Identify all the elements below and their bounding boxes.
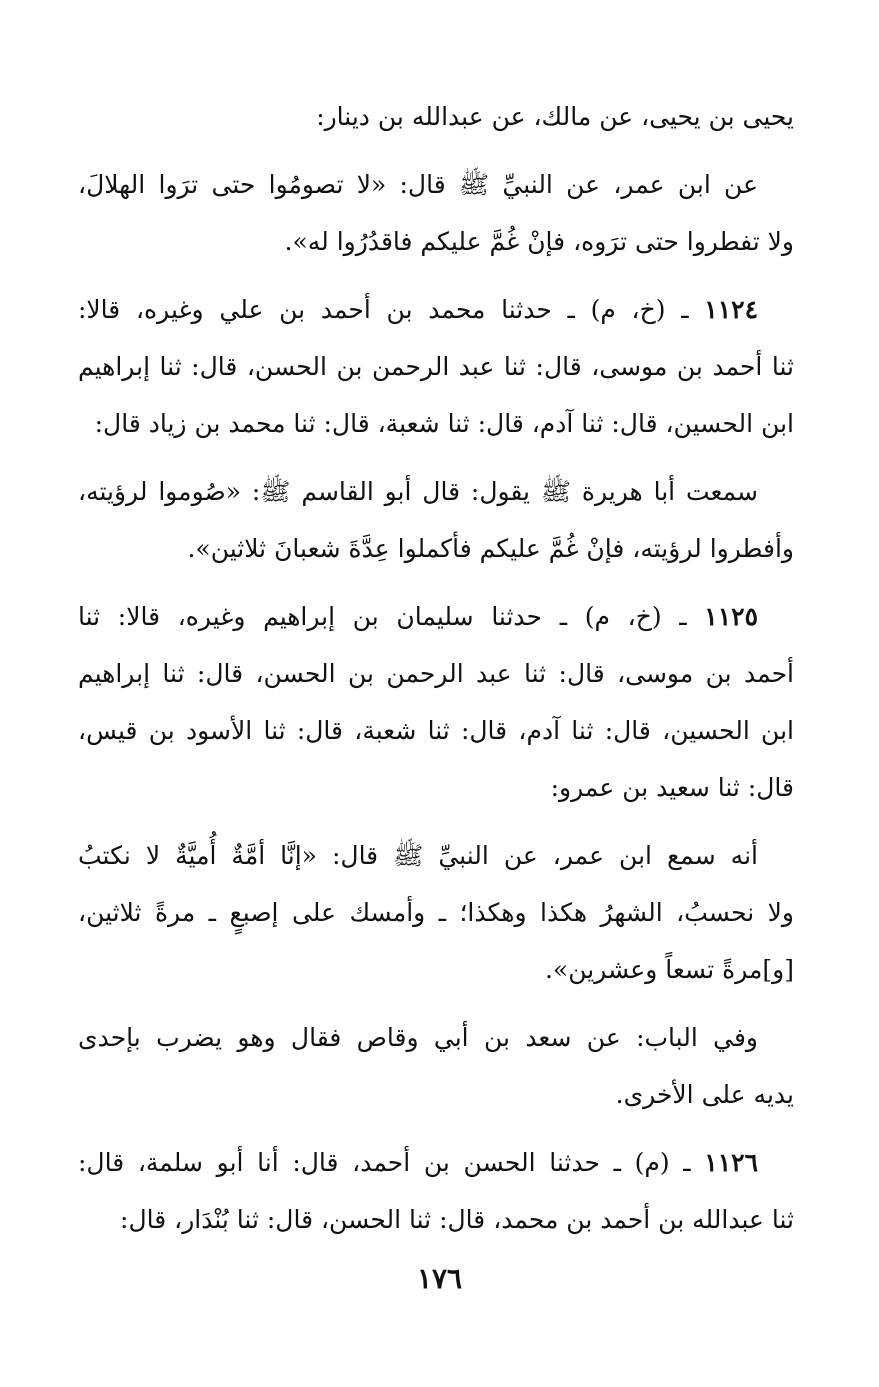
text-line: ولا تفطروا حتى ترَوه، فإنْ غُمَّ عليكم فاقدُرُوا له». — [284, 227, 794, 256]
hadith-heading-1126: ١١٢٦ ـ (م) ـ حدثنا الحسن بن أحمد، قال: أنا أبو سلمة، قال: — [78, 1148, 758, 1177]
text-line: ثنا أحمد بن موسى، قال: ثنا عبد الرحمن بن الحسن، قال: ثنا إبراهيم — [78, 352, 794, 381]
page-text — [78, 88, 794, 1248]
text-line: يحيى بن يحيى، عن مالك، عن عبدالله بن دينار: — [316, 102, 794, 131]
text-line: وأفطروا لرؤيته، فإنْ غُمَّ عليكم فأكملوا عِدَّةَ شعبانَ ثلاثين». — [187, 534, 794, 563]
hadith-number: ١١٢٦ — [704, 1148, 758, 1177]
text-line: [و]مرةً تسعاً وعشرين». — [544, 955, 794, 984]
text-line: ثنا عبدالله بن أحمد بن محمد، قال: ثنا الحسن، قال: ثنا بُنْدَار، قال: — [120, 1205, 794, 1234]
text-line: وفي الباب: عن سعد بن أبي وقاص فقال وهو يضرب بإحدى — [78, 1023, 758, 1052]
text-line: أحمد بن موسى، قال: ثنا عبد الرحمن بن الحسن، قال: ثنا إبراهيم — [78, 659, 794, 688]
text-line: عن ابن عمر، عن النبيِّ ﷺ قال: «لا تصومُوا حتى ترَوا الهلالَ، — [78, 170, 758, 199]
text-line: ولا نحسبُ، الشهرُ هكذا وهكذا؛ ـ وأمسك على إصبعٍ ـ مرةً ثلاثين، — [78, 898, 794, 927]
text-line: (م) ـ حدثنا الحسن بن أحمد، قال: أنا أبو سلمة، قال: — [78, 1148, 670, 1177]
hadith-number: ١١٢٥ — [704, 602, 759, 631]
text-line: أنه سمع ابن عمر، عن النبيِّ ﷺ قال: «إنَّا أمَّةٌ أُميَّةٌ لا نكتبُ — [78, 841, 758, 870]
hadith-heading-1124: ١١٢٤ ـ (خ، م) ـ حدثنا محمد بن أحمد بن علي وغيره، قالا: — [78, 295, 759, 324]
text-line: (خ، م) ـ حدثنا سليمان بن إبراهيم وغيره، قالا: ثنا — [78, 602, 662, 631]
hadith-heading-1125: ١١٢٥ ـ (خ، م) ـ حدثنا سليمان بن إبراهيم وغيره، قالا: ثنا — [78, 602, 759, 631]
text-line: يديه على الأخرى. — [615, 1080, 794, 1109]
page-number: ١٧٦ — [416, 1262, 463, 1295]
text-line: قال: ثنا سعيد بن عمرو: — [550, 773, 794, 802]
text-line: (خ، م) ـ حدثنا محمد بن أحمد بن علي وغيره، قالا: — [78, 295, 666, 324]
text-line: ابن الحسين، قال: ثنا آدم، قال: ثنا شعبة، قال: ثنا محمد بن زياد قال: — [94, 409, 794, 438]
text-line: سمعت أبا هريرة ﷺ يقول: قال أبو القاسم ﷺ: «صُوموا لرؤيته، — [78, 477, 758, 506]
text-line: ابن الحسين، قال: ثنا آدم، قال: ثنا شعبة، قال: ثنا الأسود بن قيس، — [78, 716, 794, 745]
hadith-number: ١١٢٤ — [704, 295, 759, 324]
